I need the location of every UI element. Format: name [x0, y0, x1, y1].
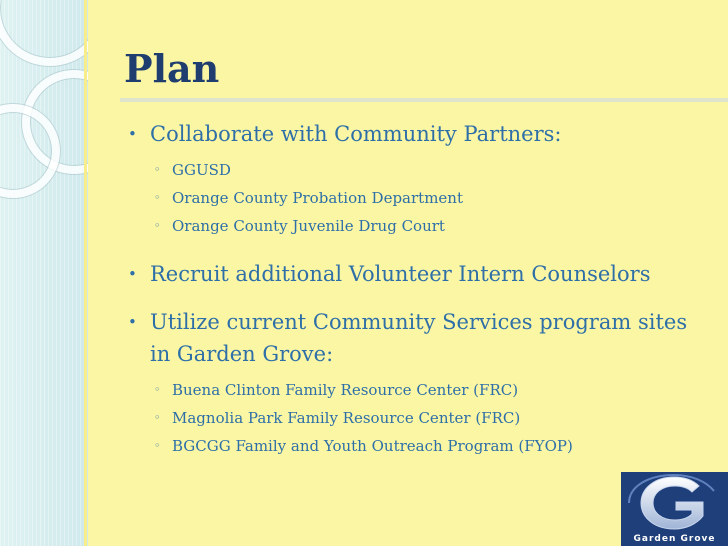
spacer: [108, 290, 708, 306]
sub-bullet-marker: ◦: [154, 439, 161, 452]
logo-g-icon: [621, 472, 728, 532]
sub-bullet-text: Orange County Probation Department: [172, 189, 463, 207]
sub-bullet-text: GGUSD: [172, 161, 231, 179]
title-divider: [120, 98, 728, 102]
sub-bullet-item: [150, 376, 708, 404]
bullet-item: [108, 258, 708, 290]
bullet-list: [108, 118, 708, 460]
sub-bullet-list: [150, 376, 708, 460]
sidebar-divider: [84, 0, 87, 546]
bullet-marker: •: [128, 125, 137, 143]
logo-text: Garden Grove: [633, 534, 716, 544]
garden-grove-logo: [621, 472, 728, 546]
sub-bullet-marker: ◦: [154, 383, 161, 396]
sub-bullet-list: [150, 156, 708, 240]
bullet-marker: •: [128, 265, 137, 283]
sub-bullet-item: [150, 404, 708, 432]
sub-bullet-item: [150, 432, 708, 460]
sub-bullet-marker: ◦: [154, 163, 161, 176]
decorative-sidebar: [0, 0, 88, 546]
bullet-text: Utilize current Community Services program sites in Garden Grove:: [150, 310, 688, 366]
bullet-text: Collaborate with Community Partners:: [150, 122, 562, 146]
sub-bullet-item: [150, 212, 708, 240]
sub-bullet-text: Orange County Juvenile Drug Court: [172, 217, 445, 235]
sub-bullet-text: Buena Clinton Family Resource Center (FRC): [172, 381, 519, 399]
sub-bullet-text: BGCGG Family and Youth Outreach Program (FYOP): [172, 437, 573, 455]
sub-bullet-text: Magnolia Park Family Resource Center (FRC): [172, 409, 521, 427]
sub-bullet-item: [150, 184, 708, 212]
sub-bullet-item: [150, 156, 708, 184]
bullet-item: [108, 118, 708, 240]
bullet-marker: •: [128, 313, 137, 331]
bullet-item: [108, 306, 708, 460]
sub-bullet-marker: ◦: [154, 219, 161, 232]
bullet-text: Recruit additional Volunteer Intern Counselors: [150, 262, 651, 286]
spacer: [108, 240, 708, 258]
slide-title: Plan: [124, 46, 220, 91]
sub-bullet-marker: ◦: [154, 411, 161, 424]
sub-bullet-marker: ◦: [154, 191, 161, 204]
